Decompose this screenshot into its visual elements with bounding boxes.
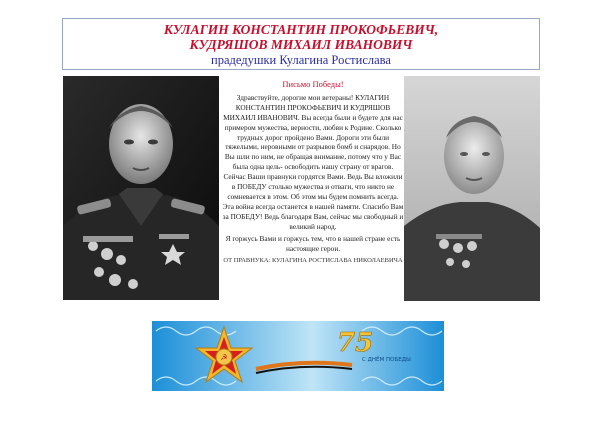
title-line-1: КУЛАГИН КОНСТАНТИН ПРОКОФЬЕВИЧ, [163,22,439,37]
letter-body: Здравствуйте, дорогие мои ветераны! КУЛАГИН КОНСТАНТИН ПРОКОФЬЕВИЧ И КУДРЯШОВ МИХАИЛ ИВАНОВИЧ. Вы всегда были и будете для нас примером мужества, верности, любви к Родине. Сколько трудных дорог пройдено Вами. Дороги эти были тяжелыми, неровными от разрывов бомб и снарядов. Но Вы шли по ним, не обращая внимание, потому что у Вас была одна цель- освободить нашу страну от врагов. Сейчас Ваши правнуки гордятся Вами. Ведь Вы вложили в ПОБЕДУ столько мужества и отваги, что никто не сомневается в этом. Об этом мы будем помнить всегда. Эта война всегда останется в нашей памяти. Спасибо Вам за ПОБЕДУ! Ведь благодаря Вам, сейчас мы свободный и великий народ. [222,92,404,231]
banner-caption: С ДНЁМ ПОБЕДЫ [362,357,411,363]
letter-title: Письмо Победы! [282,79,344,89]
victory-75-banner [152,321,444,391]
veteran-photo-right [404,76,540,301]
subtitle: прадедушки Кулагина Ростислава [211,53,391,67]
letter-closing: Я горжусь Вами и горжусь тем, что в нашей стране есть настоящие герои. [225,233,401,253]
title-box [62,18,540,70]
victory-letter [222,80,404,315]
svg-text:☭: ☭ [220,353,228,362]
title-line-2: КУДРЯШОВ МИХАИЛ ИВАНОВИЧ [189,37,413,52]
veteran-photo-left [63,76,219,300]
letter-signature: ОТ ПРАВНУКА: КУЛАГИНА РОСТИСЛАВА НИКОЛАЕВИЧА [223,257,403,265]
banner-number: 75 [337,328,374,358]
